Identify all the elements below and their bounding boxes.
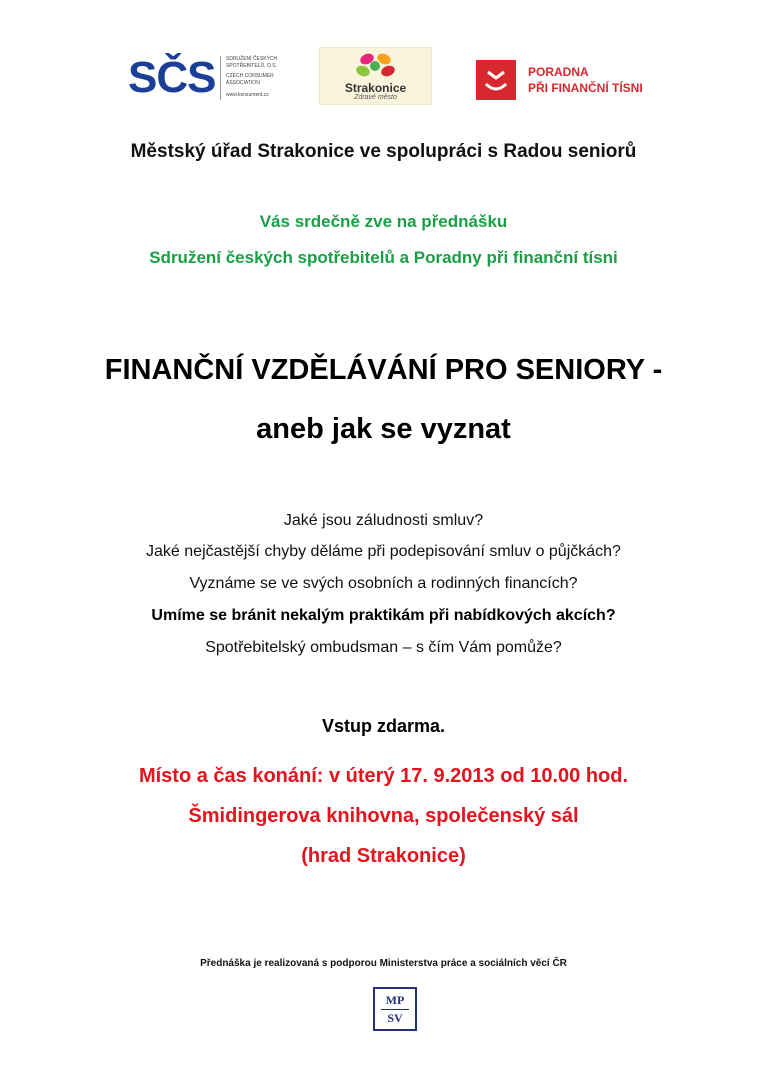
- question-item: Jaké nejčastější chyby děláme při podepisování smluv o půjčkách?: [146, 543, 621, 560]
- strakonice-logo-subtitle: Zdravé město: [354, 94, 397, 101]
- invite-line-1: Vás srdečně zve na přednášku: [259, 212, 508, 231]
- poradna-logo-line1: PORADNA: [528, 65, 589, 79]
- mpsv-logo-line1: MP: [385, 993, 405, 1007]
- flower-icon: [320, 48, 431, 82]
- scs-logo-line: SPOTŘEBITELŮ, O.S.: [226, 63, 277, 69]
- scs-logo-line: SDRUŽENÍ ČESKÝCH: [226, 56, 278, 62]
- scs-logo-letters: SČS: [128, 53, 216, 102]
- strakonice-logo: [319, 47, 432, 105]
- strakonice-logo-name: Strakonice: [344, 81, 407, 95]
- poradna-logo-line2: PŘI FINANČNÍ TÍSNI: [528, 81, 643, 95]
- question-item: Spotřebitelský ombudsman – s čím Vám pomůže?: [205, 639, 562, 656]
- poradna-logo: [476, 60, 676, 102]
- poradna-emblem-icon: [476, 60, 516, 100]
- invite-line-2: Sdružení českých spotřebitelů a Poradny při finanční tísni: [149, 248, 618, 267]
- question-item-highlight: Umíme se bránit nekalým praktikám při nabídkových akcích?: [151, 607, 616, 624]
- scs-logo-line: ASSOCIATION: [226, 80, 260, 86]
- question-item: Vyznáme se ve svých osobních a rodinných financích?: [189, 575, 578, 592]
- event-title: FINANČNÍ VZDĚLÁVÁNÍ PRO SENIORY -: [104, 354, 663, 386]
- mpsv-logo-line2: SV: [387, 1011, 403, 1025]
- entry-note: Vstup zdarma.: [321, 716, 446, 736]
- organizer-heading: Městský úřad Strakonice ve spolupráci s Radou seniorů: [130, 141, 637, 162]
- venue-location: (hrad Strakonice): [301, 845, 466, 867]
- scs-logo-line: www.konzument.cz: [226, 92, 269, 98]
- venue-time: Místo a čas konání: v úterý 17. 9.2013 od 10.00 hod.: [138, 765, 629, 787]
- scs-logo-line: CZECH CONSUMER: [226, 73, 274, 79]
- mpsv-logo: [373, 987, 417, 1031]
- funding-note: Přednáška je realizovaná s podporou Ministerstva práce a sociálních věcí ČR: [200, 958, 567, 969]
- venue-place: Šmidingerova knihovna, společenský sál: [188, 805, 579, 827]
- event-subtitle: aneb jak se vyznat: [256, 413, 511, 445]
- mpsv-logo-divider: [381, 1009, 409, 1010]
- question-item: Jaké jsou záludnosti smluv?: [283, 512, 484, 529]
- scs-logo: [128, 52, 288, 104]
- scs-logo-divider: [220, 56, 221, 100]
